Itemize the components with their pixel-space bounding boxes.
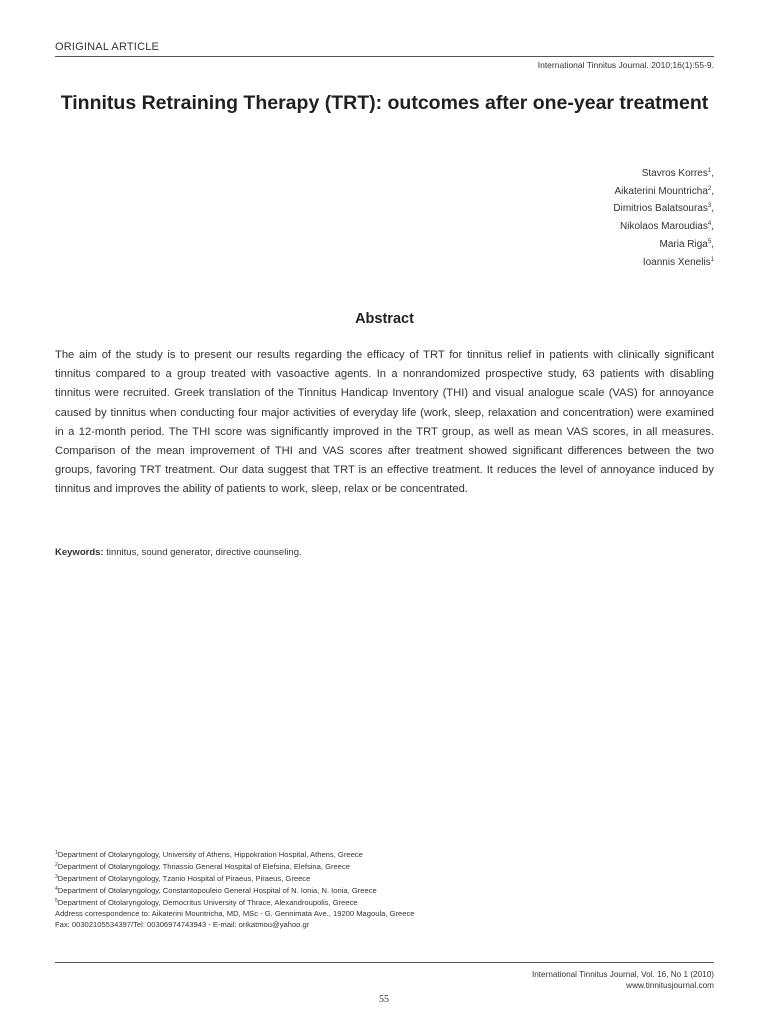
footer-website: www.tinnitusjournal.com	[626, 981, 714, 990]
page-number: 55	[379, 994, 389, 1005]
keywords-text: tinnitus, sound generator, directive counseling.	[103, 547, 302, 558]
author-name: Aikaterini Mountricha$^2$,	[614, 185, 714, 197]
article-title: Tinnitus Retraining Therapy (TRT): outcomes after one-year treatment	[60, 92, 709, 114]
correspondence-contact: Fax: 00302105534397/Tel: 00306974743943 - E-mail: orikatmou@yahoo.gr	[55, 920, 310, 929]
affiliation: $^2$Department of Otolaryngology, Thriassio General Hospital of Elefsina, Elefsina, Greece	[55, 862, 351, 871]
affiliation: $^1$Department of Otolaryngology, University of Athens, Hippokration Hospital, Athens, Greece	[55, 850, 363, 859]
section-label: ORIGINAL ARTICLE	[55, 41, 160, 53]
footer-journal-info	[532, 969, 714, 991]
author-name: Nikolaos Maroudias$^4$,	[620, 221, 714, 233]
journal-citation: International Tinnitus Journal. 2010;16(1):55-9.	[537, 60, 714, 70]
affiliation: $^3$Department of Otolaryngology, Tzanio Hospital of Piraeus, Piraeus, Greece	[55, 874, 311, 883]
abstract-body: The aim of the study is to present our results regarding the efficacy of TRT for tinnitus relief in patients with clinically significant tinnitus compared to a group treated with vasoactive agents. In a nonrandomized prospective study, 63 patients with disabling tinnitus were recruited. Greek translation of the Tinnitus Handicap Inventory (THI) and visual analogue scale (VAS) for annoyance caused by tinnitus when conducting four major activities of everyday life (work, sleep, relaxation and concentration) were examined in a 12-month period. The THI score was significantly improved in the TRT group, as well as mean VAS scores, in all measures. Comparison of the mean improvement of THI and VAS scores after treatment showed significant differences between the two groups, favoring TRT treatment. Our data suggest that TRT is an effective treatment. It reduces the level of annoyance induced by tinnitus and improves the ability of patients to work, sleep, relax or be concentrated.	[55, 349, 714, 496]
author-name: Dimitrios Balatsouras$^3$,	[613, 203, 714, 215]
keywords-label: Keywords:	[55, 547, 104, 558]
affiliation: $^4$Department of Otolaryngology, Constantopouleio General Hospital of N. Ionia, N. Ionia, Greece	[55, 886, 377, 895]
affiliations-block	[55, 848, 414, 930]
author-name: Stavros Korres$^1$,	[641, 168, 714, 179]
abstract-heading: Abstract	[355, 311, 414, 327]
author-name: Ioannis Xenelis$^1$	[642, 256, 714, 268]
affiliation: $^5$Department of Otolaryngology, Democritus University of Thrace, Alexandroupolis, Greece	[55, 898, 358, 907]
header-divider	[55, 56, 714, 57]
correspondence-address: Address correspondence to: Aikaterini Mountricha, MD, MSc - G. Gennimata Ave., 19200 Magoula, Greece	[55, 909, 415, 918]
keywords	[55, 547, 302, 558]
footer-journal-name: International Tinnitus Journal, Vol. 16, No 1 (2010)	[531, 970, 714, 979]
author-list	[613, 164, 714, 270]
author-name: Maria Riga$^5$,	[659, 238, 714, 250]
footer-divider	[55, 962, 714, 963]
